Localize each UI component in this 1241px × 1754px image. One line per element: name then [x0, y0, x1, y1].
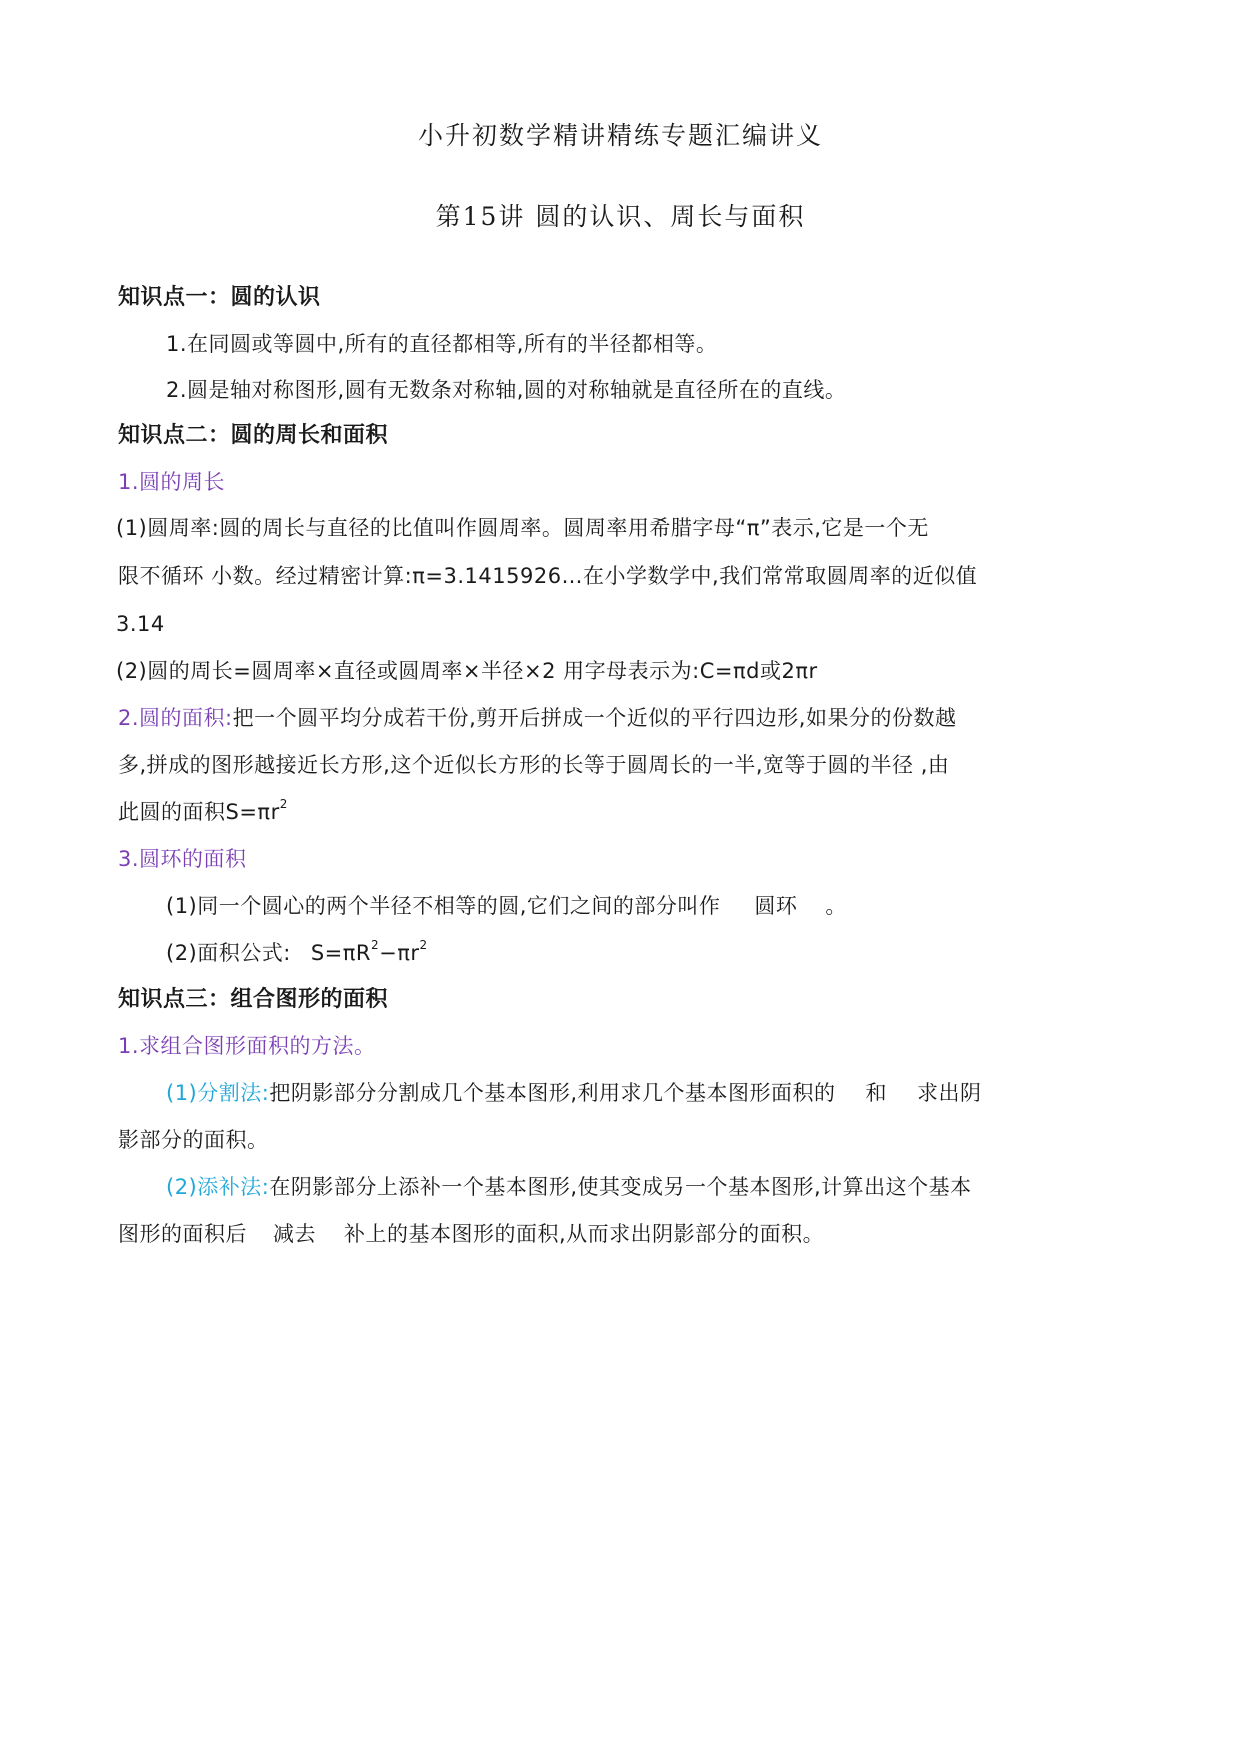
document-title: 小升初数学精讲精练专题汇编讲义 [417, 121, 823, 150]
kp3-sub1-label: 1.求组合图形面积的方法。 [118, 1034, 376, 1058]
ring-period: 。 [825, 894, 847, 918]
split-method-text-end: 求出阴 [917, 1081, 982, 1105]
kp2-heading: 知识点二：圆的周长和面积 [118, 423, 389, 448]
fill-method-text-3: 补上的基本图形的面积,从而求出阴影部分的面积。 [344, 1222, 825, 1246]
circle-area-line-1 [118, 703, 956, 733]
lecture-title: 第15讲 圆的认识、周长与面积 [435, 202, 806, 231]
circle-area-text-1: 把一个圆平均分成若干份,剪开后拼成一个近似的平行四边形,如果分的份数越 [232, 706, 957, 730]
ring-definition [166, 891, 847, 921]
kp2-sub1-label: 1.圆的周长 [118, 470, 226, 494]
fill-method-label: (2)添补法: [166, 1175, 270, 1199]
pi-definition-line-1: (1)圆周率:圆的周长与直径的比值叫作圆周率。圆周率用希腊字母“π”表示,它是一个无 [116, 516, 929, 540]
kp3-heading: 知识点三：组合图形的面积 [118, 987, 389, 1012]
kp2-sub2-label: 2.圆的面积: [118, 706, 233, 730]
ring-formula-label: (2)面积公式: [166, 941, 291, 965]
fill-method-line-1 [166, 1172, 972, 1202]
ring-formula-part-1: S=πR [310, 941, 371, 965]
fill-method-text-2: 图形的面积后 [118, 1222, 247, 1246]
fill-method-line-2 [118, 1219, 824, 1249]
ring-answer: 圆环 [754, 894, 798, 918]
split-method-line-2: 影部分的面积。 [118, 1128, 269, 1152]
fill-method-text: 在阴影部分上添补一个基本图形,使其变成另一个基本图形,计算出这个基本 [269, 1175, 972, 1199]
ring-formula-exponent-2: 2 [419, 938, 428, 952]
split-method-text: 把阴影部分分割成几个基本图形,利用求几个基本图形面积的 [269, 1081, 836, 1105]
split-method-answer: 和 [865, 1081, 888, 1105]
split-method-label: (1)分割法: [166, 1081, 270, 1105]
ring-definition-text: (1)同一个圆心的两个半径不相等的圆,它们之间的部分叫作 [166, 894, 721, 918]
circumference-formula: (2)圆的周长=圆周率×直径或圆周率×半径×2 用字母表示为:C=πd或2πr [116, 659, 818, 683]
circle-area-exponent: 2 [279, 797, 288, 811]
circle-area-line-2: 多,拼成的图形越接近长方形,这个近似长方形的长等于圆周长的一半,宽等于圆的半径 ,由 [118, 753, 950, 777]
kp1-heading: 知识点一：圆的认识 [118, 285, 321, 310]
circle-area-line-3 [118, 797, 288, 827]
ring-formula-part-2: −πr [379, 941, 420, 965]
kp1-item-2: 2.圆是轴对称图形,圆有无数条对称轴,圆的对称轴就是直径所在的直线。 [166, 378, 847, 402]
ring-area-formula [166, 938, 428, 968]
pi-definition-line-2: 限不循环 小数。经过精密计算:π=3.1415926…在小学数学中,我们常常取圆周率的近似值 [118, 564, 978, 588]
ring-formula-exponent-1: 2 [371, 938, 380, 952]
kp2-sub3-label: 3.圆环的面积 [118, 847, 247, 871]
kp1-item-1: 1.在同圆或等圆中,所有的直径都相等,所有的半径都相等。 [166, 332, 718, 356]
fill-method-answer: 减去 [273, 1222, 316, 1246]
pi-definition-line-3: 3.14 [116, 612, 165, 636]
split-method-line-1 [166, 1078, 982, 1108]
circle-area-text-3: 此圆的面积S=πr [118, 800, 280, 824]
